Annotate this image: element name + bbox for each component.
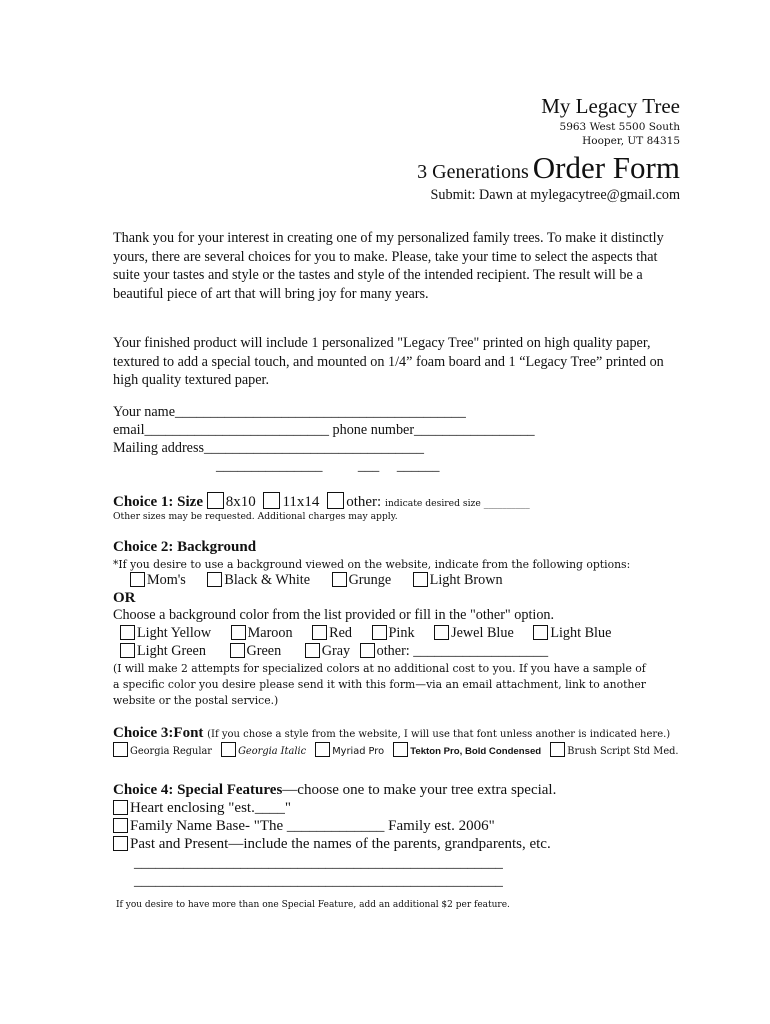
email-label[interactable]: email__________________________ [113, 422, 329, 438]
choice4-heading-rest: —choose one to make your tree extra special. [282, 782, 557, 798]
form-title-main: Order Form [532, 150, 680, 185]
font-myriad-pro-label: Myriad Pro [332, 746, 385, 757]
font-georgia-italic-checkbox[interactable] [221, 742, 236, 757]
bg-moms-checkbox[interactable] [130, 572, 145, 587]
or-divider: OR [113, 590, 136, 606]
color-red-label: Red [329, 625, 352, 641]
choice4-heading: Choice 4: Special Features [113, 782, 283, 798]
choice3-heading: Choice 3:Font [113, 725, 204, 741]
font-myriad-pro-checkbox[interactable] [315, 742, 330, 757]
choice4-footnote: If you desire to have more than one Special Feature, add an additional $2 per feature. [116, 900, 510, 910]
form-title [417, 150, 680, 186]
intro-paragraph-2: Your finished product will include 1 personalized "Legacy Tree" printed on high quality paper, textured to add a special touch, and mounted on 1/4” foam board and 1 “Legacy Tree” printed on high quality textured paper. [113, 335, 664, 389]
name-field[interactable]: Your name_________________________________________ [113, 404, 466, 420]
size-8x10-label: 8x10 [225, 494, 256, 510]
bg-grunge-checkbox[interactable] [332, 572, 347, 587]
choice3-row [113, 725, 670, 742]
color-light-blue-checkbox[interactable] [533, 625, 548, 640]
feature-names-line-2[interactable]: ____________________________________________________ [134, 873, 503, 889]
color-row-1 [120, 625, 611, 642]
bg-black-white-checkbox[interactable] [207, 572, 222, 587]
size-8x10-checkbox[interactable] [207, 492, 224, 509]
color-light-green-checkbox[interactable] [120, 643, 135, 658]
size-11x14-checkbox[interactable] [263, 492, 280, 509]
feature-family-base-label: Family Name Base- "The _____________ Family est. 2006" [130, 818, 495, 834]
font-georgia-regular-label: Georgia Regular [130, 746, 212, 757]
feature-past-present-checkbox[interactable] [113, 836, 128, 851]
font-brush-script-checkbox[interactable] [550, 742, 565, 757]
intro-paragraph-1: Thank you for your interest in creating one of my personalized family trees. To make it distinctly yours, there are several choices for you to make. Please, take your time to select the aspects that suite your tastes and style or the tastes and style of the intended recipient. The result will be a beautiful piece of art that will bring joy for many years. [113, 230, 664, 302]
mailing-address-field[interactable]: Mailing address_______________________________ [113, 440, 424, 456]
bg-light-brown-label: Light Brown [429, 572, 503, 588]
size-other-checkbox[interactable] [327, 492, 344, 509]
font-tekton-pro-checkbox[interactable] [393, 742, 408, 757]
submit-line: Submit: Dawn at mylegacytree@gmail.com [430, 187, 680, 203]
choice1-heading: Choice 1: Size [113, 494, 203, 510]
size-11x14-label: 11x14 [282, 494, 320, 510]
color-pink-label: Pink [388, 625, 415, 641]
font-georgia-regular-checkbox[interactable] [113, 742, 128, 757]
font-brush-script-label: Brush Script Std Med. [567, 746, 679, 757]
color-light-yellow-checkbox[interactable] [120, 625, 135, 640]
color-jewel-blue-checkbox[interactable] [434, 625, 449, 640]
color-gray-checkbox[interactable] [305, 643, 320, 658]
font-tekton-pro-label: Tekton Pro, Bold Condensed [410, 746, 542, 757]
size-other-hint[interactable]: indicate desired size __________ [384, 498, 530, 509]
font-options-row [113, 742, 679, 757]
color-other-checkbox[interactable] [360, 643, 375, 658]
color-jewel-blue-label: Jewel Blue [451, 625, 514, 641]
feature-heart-checkbox[interactable] [113, 800, 128, 815]
address-line-2: Hooper, UT 84315 [582, 135, 680, 147]
color-maroon-checkbox[interactable] [231, 625, 246, 640]
feature-heart-row [113, 800, 291, 817]
form-title-prefix: 3 Generations [417, 161, 529, 183]
color-green-checkbox[interactable] [230, 643, 245, 658]
bg-light-brown-checkbox[interactable] [413, 572, 428, 587]
color-green-label: Green [246, 643, 282, 659]
feature-family-base-checkbox[interactable] [113, 818, 128, 833]
font-georgia-italic-label: Georgia Italic [238, 746, 307, 757]
color-red-checkbox[interactable] [312, 625, 327, 640]
color-light-green-label: Light Green [137, 643, 206, 659]
bg-grunge-label: Grunge [348, 572, 392, 588]
bg-black-white-label: Black & White [224, 572, 311, 588]
choice4-heading-row [113, 782, 556, 799]
feature-past-present-label: Past and Present—include the names of the parents, grandparents, etc. [130, 836, 551, 852]
color-instruction: Choose a background color from the list provided or fill in the "other" option. [113, 607, 555, 623]
choice3-hint: (If you chose a style from the website, I will use that font unless another is indicated here.) [207, 729, 671, 740]
feature-past-present-row [113, 836, 551, 853]
color-row-2 [120, 643, 548, 660]
choice2-note: (I will make 2 attempts for specialized colors at no additional cost to you. If you have a sample of a specific color you desire please send it with this form—via an email attachment, link to another website or the postal service.) [113, 662, 646, 707]
mailing-address-line-2[interactable]: _______________ ___ ______ [216, 458, 440, 474]
background-style-row [130, 572, 521, 589]
feature-names-line-1[interactable]: ____________________________________________________ [134, 855, 503, 871]
phone-field[interactable]: phone number_________________ [328, 422, 535, 438]
choice2-heading: Choice 2: Background [113, 539, 257, 555]
email-field[interactable] [113, 422, 535, 439]
color-light-yellow-label: Light Yellow [137, 625, 212, 641]
color-pink-checkbox[interactable] [372, 625, 387, 640]
choice1-note: Other sizes may be requested. Additional charges may apply. [113, 511, 398, 522]
feature-family-base-row [113, 818, 495, 835]
color-other-field[interactable]: other: ___________________ [376, 643, 549, 659]
size-other-label: other: [346, 494, 382, 510]
color-maroon-label: Maroon [247, 625, 293, 641]
color-light-blue-label: Light Blue [550, 625, 612, 641]
color-gray-label: Gray [321, 643, 351, 659]
bg-moms-label: Mom's [147, 572, 186, 588]
address-line-1: 5963 West 5500 South [559, 121, 680, 133]
choice1-row [113, 492, 530, 511]
feature-heart-label: Heart enclosing "est.____" [130, 800, 291, 816]
choice2-instruction: *If you desire to use a background viewed on the website, indicate from the following options: [113, 558, 631, 571]
company-name: My Legacy Tree [541, 94, 680, 118]
